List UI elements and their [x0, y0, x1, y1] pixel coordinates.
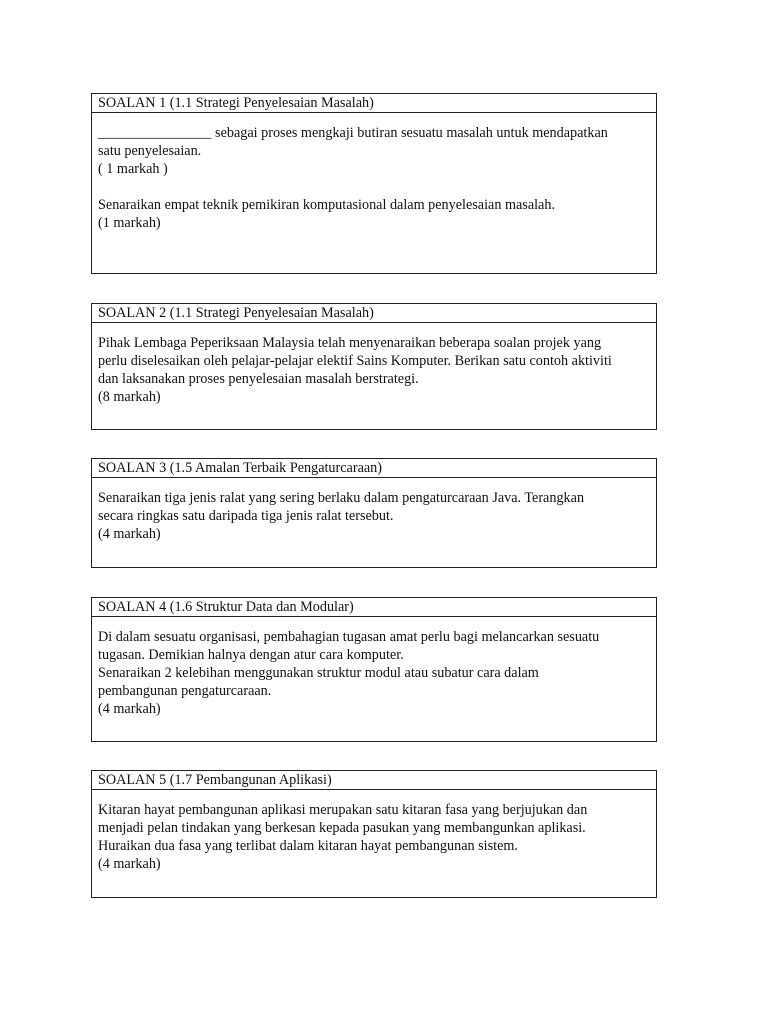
question-body-1: [92, 113, 656, 232]
question-4-line-2: tugasan. Demikian halnya dengan atur cara komputer.: [98, 647, 404, 663]
question-4-line-1: Di dalam sesuatu organisasi, pembahagian tugasan amat perlu bagi melancarkan sesuatu: [98, 629, 600, 645]
question-2-line-1: Pihak Lembaga Peperiksaan Malaysia telah menyenaraikan beberapa soalan projek yang: [98, 335, 602, 351]
question-4-marks: (4 markah): [98, 701, 161, 717]
question-title-2: SOALAN 2 (1.1 Strategi Penyelesaian Masalah): [92, 304, 656, 323]
question-3-marks: (4 markah): [98, 526, 161, 542]
question-box-4: [91, 597, 657, 742]
question-4-line-3: Senaraikan 2 kelebihan menggunakan struktur modul atau subatur cara dalam: [98, 665, 539, 681]
question-body-5: [92, 790, 656, 873]
question-3-line-1: Senaraikan tiga jenis ralat yang sering berlaku dalam pengaturcaraan Java. Terangkan: [98, 490, 585, 506]
question-1-gap: [98, 178, 650, 196]
question-title-1: SOALAN 1 (1.1 Strategi Penyelesaian Masalah): [92, 94, 656, 113]
question-2-line-2: perlu diselesaikan oleh pelajar-pelajar elektif Sains Komputer. Berikan satu contoh aktiviti: [98, 353, 612, 369]
question-2-line-3: dan laksanakan proses penyelesaian masalah berstrategi.: [98, 371, 419, 387]
question-5-line-2: menjadi pelan tindakan yang berkesan kepada pasukan yang membangunkan aplikasi.: [98, 820, 586, 836]
question-box-5: [91, 770, 657, 898]
question-body-4: [92, 617, 656, 718]
question-1-marks-b: (1 markah): [98, 215, 161, 231]
question-1-line-2: satu penyelesaian.: [98, 143, 202, 159]
question-5-line-3: Huraikan dua fasa yang terlibat dalam kitaran hayat pembangunan sistem.: [98, 838, 518, 854]
question-5-line-1: Kitaran hayat pembangunan aplikasi merupakan satu kitaran fasa yang berjujukan dan: [98, 802, 588, 818]
question-title-4: SOALAN 4 (1.6 Struktur Data dan Modular): [92, 598, 656, 617]
question-2-marks: (8 markah): [98, 389, 161, 405]
question-box-3: [91, 458, 657, 568]
question-1-line-4: Senaraikan empat teknik pemikiran komputasional dalam penyelesaian masalah.: [98, 197, 555, 213]
question-box-2: [91, 303, 657, 430]
question-1-marks-a: ( 1 markah ): [98, 161, 168, 177]
question-box-1: [91, 93, 657, 274]
question-5-marks: (4 markah): [98, 856, 161, 872]
question-body-2: [92, 323, 656, 406]
question-title-3: SOALAN 3 (1.5 Amalan Terbaik Pengaturcaraan): [92, 459, 656, 478]
question-4-line-4: pembangunan pengaturcaraan.: [98, 683, 272, 699]
question-title-5: SOALAN 5 (1.7 Pembangunan Aplikasi): [92, 771, 656, 790]
question-3-line-2: secara ringkas satu daripada tiga jenis ralat tersebut.: [98, 508, 394, 524]
question-1-line-1: ________________ sebagai proses mengkaji butiran sesuatu masalah untuk mendapatkan: [98, 125, 608, 141]
question-body-3: [92, 478, 656, 543]
